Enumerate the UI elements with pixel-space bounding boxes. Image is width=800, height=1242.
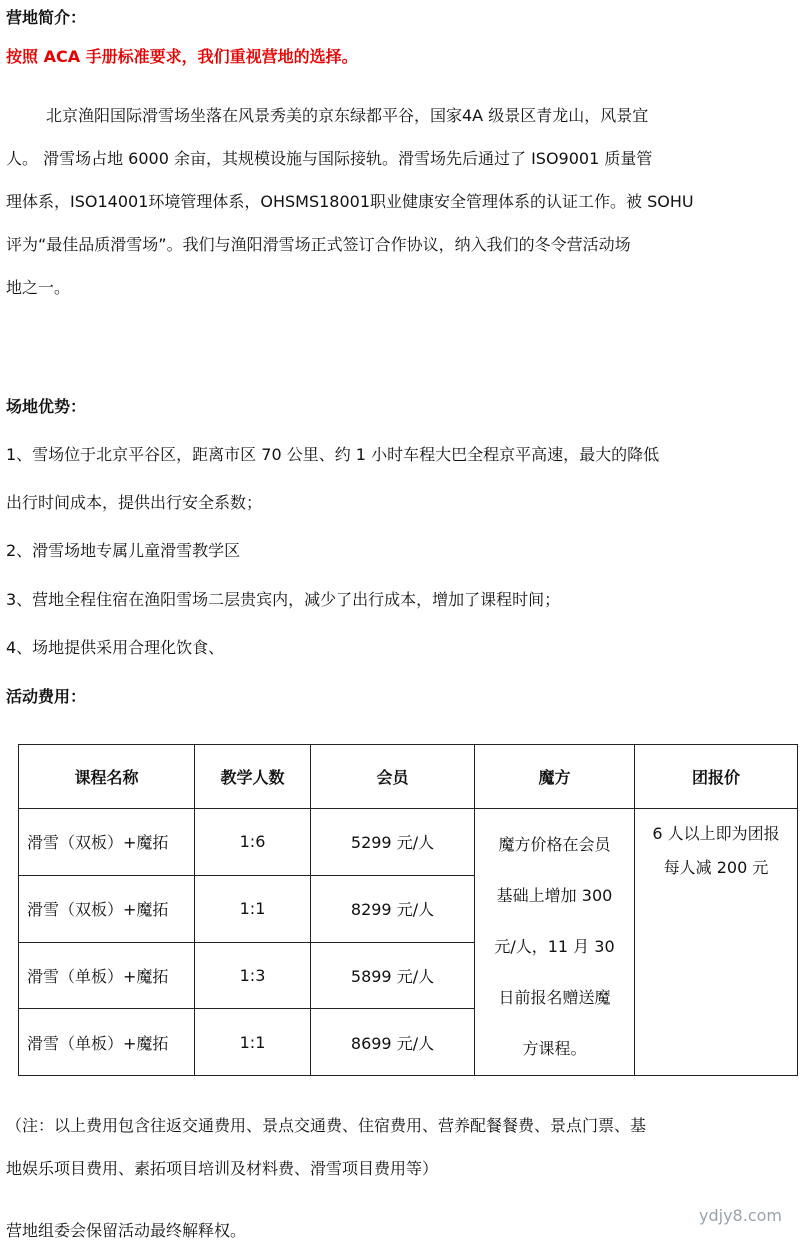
advantage-item: 1、雪场位于北京平谷区，距离市区 70 公里、约 1 小时车程大巴全程京平高速，最大的降低 <box>6 445 660 464</box>
intro-heading: 营地简介： <box>6 8 87 27</box>
magic-line: 元/人，11 月 30 <box>494 937 615 956</box>
fees-note <box>6 1104 796 1190</box>
magic-line: 魔方价格在会员 <box>498 835 611 854</box>
course-name-cell: 滑雪（双板）+魔拓 <box>19 809 195 876</box>
column-header-member: 会员 <box>311 745 475 809</box>
member-price-cell: 8299 元/人 <box>311 875 475 942</box>
member-price-cell: 8699 元/人 <box>311 1009 475 1076</box>
footer-disclaimer: 营地组委会保留活动最终解释权。 <box>6 1221 247 1240</box>
note-line: 地娱乐项目费用、素拓项目培训及材料费、滑雪项目费用等） <box>6 1159 439 1178</box>
fees-table <box>18 744 798 1076</box>
course-name-cell: 滑雪（单板）+魔拓 <box>19 1009 195 1076</box>
intro-paragraph <box>6 94 796 309</box>
advantage-item: 2、滑雪场地专属儿童滑雪教学区 <box>6 541 241 560</box>
advantage-item: 出行时间成本，提供出行安全系数； <box>6 493 263 512</box>
ratio-cell: 1:1 <box>195 1009 311 1076</box>
table-header-row <box>19 745 798 809</box>
ratio-cell: 1:3 <box>195 942 311 1009</box>
advantage-item: 4、场地提供采用合理化饮食、 <box>6 638 225 657</box>
intro-line: 人。 滑雪场占地 6000 余亩，其规模设施与国际接轨。滑雪场先后通过了 ISO9001 质量管 <box>6 149 653 168</box>
table-row <box>19 809 798 876</box>
course-name-cell: 滑雪（单板）+魔拓 <box>19 942 195 1009</box>
member-price-cell: 5299 元/人 <box>311 809 475 876</box>
watermark: ydjy8.com <box>699 1206 782 1225</box>
note-line: （注：以上费用包含往返交通费用、景点交通费、住宿费用、营养配餐餐费、景点门票、基 <box>6 1116 647 1135</box>
magic-line: 方课程。 <box>522 1039 587 1058</box>
magic-line: 日前报名赠送魔 <box>498 988 611 1007</box>
intro-line: 理体系，ISO14001环境管理体系，OHSMS18001职业健康安全管理体系的认证工作。被 SOHU <box>6 192 694 211</box>
intro-line: 地之一。 <box>6 278 71 297</box>
group-line: 每人减 200 元 <box>663 858 769 877</box>
magic-cube-cell <box>475 809 635 1076</box>
column-header-group: 团报价 <box>635 745 798 809</box>
course-name-cell: 滑雪（双板）+魔拓 <box>19 875 195 942</box>
intro-subheading: 按照 ACA 手册标准要求，我们重视营地的选择。 <box>6 47 358 66</box>
group-line: 6 人以上即为团报 <box>652 824 780 843</box>
ratio-cell: 1:1 <box>195 875 311 942</box>
intro-line: 北京渔阳国际滑雪场坐落在风景秀美的京东绿都平谷，国家4A 级景区青龙山，风景宜 <box>46 106 649 125</box>
column-header-students: 教学人数 <box>195 745 311 809</box>
member-price-cell: 5899 元/人 <box>311 942 475 1009</box>
magic-line: 基础上增加 300 <box>496 886 613 905</box>
group-price-cell <box>635 809 798 1076</box>
intro-line: 评为“最佳品质滑雪场”。我们与渔阳滑雪场正式签订合作协议，纳入我们的冬令营活动场 <box>6 235 631 254</box>
ratio-cell: 1:6 <box>195 809 311 876</box>
column-header-course: 课程名称 <box>19 745 195 809</box>
fees-heading: 活动费用： <box>6 687 87 706</box>
advantages-heading: 场地优势： <box>6 397 87 416</box>
advantage-item: 3、营地全程住宿在渔阳雪场二层贵宾内，减少了出行成本，增加了课程时间； <box>6 590 561 609</box>
column-header-magic: 魔方 <box>475 745 635 809</box>
